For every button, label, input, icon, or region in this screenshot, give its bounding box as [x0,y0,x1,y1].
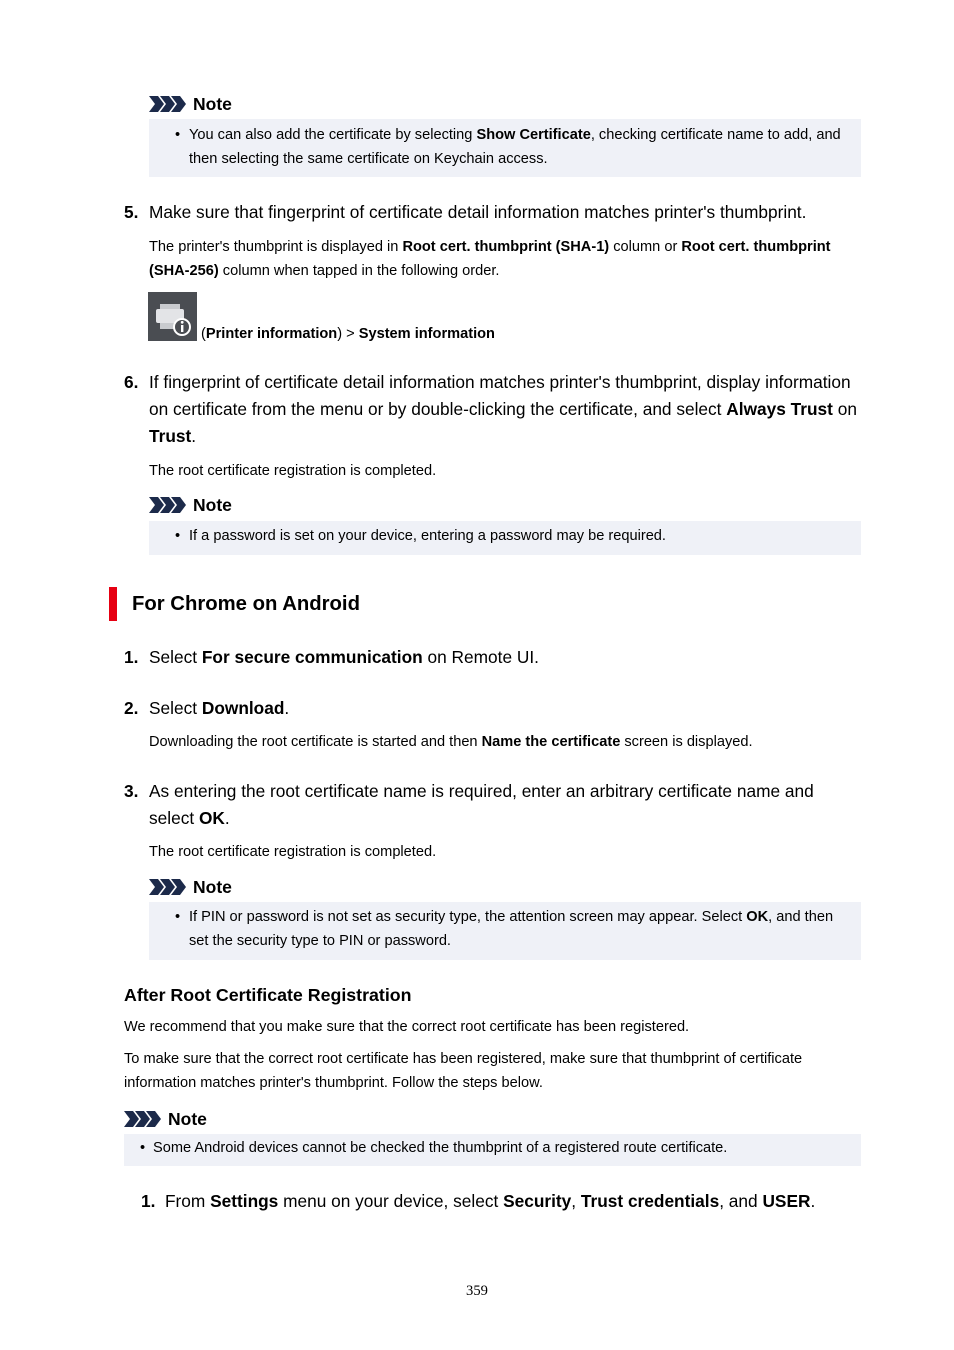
note-header [149,94,232,114]
note-chevrons-icon [149,496,187,514]
heading-accent-bar [109,587,117,621]
paragraph: We recommend that you make sure that the correct root certificate has been registered. [124,1019,690,1035]
step-number: 1. [141,1191,156,1211]
step-number: 2. [124,698,139,718]
step-description: Downloading the root certificate is started and then Name the certificate screen is displayed. [149,734,753,750]
note-header [149,877,232,897]
step-text: Select For secure communication on Remote UI. [149,647,539,667]
step-text: From Settings menu on your device, select Security, Trust credentials, and USER. [165,1191,816,1211]
section-heading: For Chrome on Android [132,593,360,615]
note-chevrons-icon [124,1110,162,1128]
printer-info-icon [148,292,197,341]
note-label: Note [193,94,232,114]
step-text: As entering the root certificate name is required, enter an arbitrary certificate name and select OK. [149,781,814,828]
note-label: Note [193,495,232,515]
note-header [149,495,232,515]
note-header [124,1109,207,1129]
step-text: Select Download. [149,698,290,718]
page-number: 359 [466,1283,488,1299]
note-chevrons-icon [149,95,187,113]
step-number: 1. [124,647,139,667]
step-result: The root certificate registration is completed. [149,844,437,860]
note-text: If PIN or password is not set as security type, the attention screen may appear. Select OK, and then set the security type to PIN or password. [189,909,834,949]
bullet: • [175,528,181,544]
paragraph: To make sure that the correct root certificate has been registered, make sure that thumbprint of certificate information matches printer's thumbprint. Follow the steps below. [124,1051,803,1091]
step-number: 5. [124,202,139,222]
step-number: 3. [124,781,139,801]
bullet: • [175,127,181,143]
step-result: The root certificate registration is completed. [149,463,437,479]
step-text: Make sure that fingerprint of certificate detail information matches printer's thumbprint. [149,202,807,222]
step-number: 6. [124,372,139,392]
note-text: You can also add the certificate by selecting Show Certificate, checking certificate name to add, and then selecting the same certificate on Keychain access. [189,127,841,167]
subsection-heading: After Root Certificate Registration [124,985,412,1005]
note-text: Some Android devices cannot be checked the thumbprint of a registered route certificate. [153,1140,728,1156]
note-chevrons-icon [149,878,187,896]
step-text: If fingerprint of certificate detail information matches printer's thumbprint, display information on certificate from the menu or by double-clicking the certificate, and select Always Trust on Trust. [149,372,857,446]
bullet: • [175,909,181,925]
note-label: Note [193,877,232,897]
step-description: The printer's thumbprint is displayed in Root cert. thumbprint (SHA-1) column or Root cert. thumbprint (SHA-256) column when tapped in the following order. [149,239,831,279]
note-label: Note [168,1109,207,1129]
bullet: • [140,1140,146,1156]
icon-caption: (Printer information) > System information [201,326,495,342]
note-text: If a password is set on your device, entering a password may be required. [189,528,666,544]
